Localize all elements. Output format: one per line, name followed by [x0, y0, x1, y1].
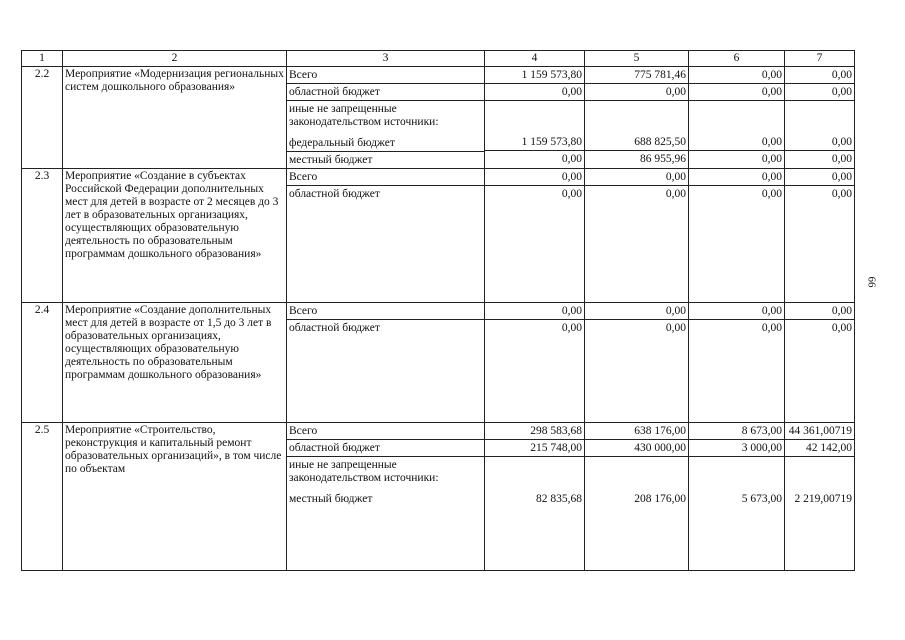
value: 42 142,00 — [785, 440, 854, 457]
value: 0,00 — [689, 169, 784, 186]
source-label: областной бюджет — [289, 322, 380, 334]
value: 0,00 — [785, 169, 854, 186]
row-number: 2.5 — [22, 423, 63, 571]
value: 0,00 — [761, 153, 782, 165]
row-number: 2.2 — [22, 67, 63, 169]
value-cell — [485, 423, 585, 571]
value — [785, 457, 854, 491]
value: 688 825,50 — [585, 134, 688, 151]
value — [485, 100, 584, 134]
value — [785, 100, 854, 134]
value-cell — [485, 303, 585, 423]
value: 0,00 — [831, 86, 852, 98]
source-label: Всего — [287, 303, 484, 320]
value: 0,00 — [665, 86, 686, 98]
source-label: местный бюджет — [289, 493, 373, 505]
value-cell — [485, 67, 585, 169]
source-label: областной бюджет — [289, 86, 380, 98]
header-cell: 3 — [287, 51, 485, 67]
value: 0,00 — [665, 322, 686, 334]
value-cell — [585, 67, 689, 169]
value: 638 176,00 — [585, 423, 688, 440]
source-cell — [287, 303, 485, 423]
value: 0,00 — [785, 134, 854, 151]
table-row — [22, 423, 855, 571]
value: 0,00 — [689, 67, 784, 84]
value: 298 583,68 — [485, 423, 584, 440]
value: 208 176,00 — [634, 493, 686, 505]
value: 0,00 — [485, 303, 584, 320]
source-cell — [287, 423, 485, 571]
value-cell — [485, 169, 585, 303]
value: 5 673,00 — [741, 493, 782, 505]
table-row — [22, 67, 855, 169]
value-cell — [689, 303, 785, 423]
value-cell — [689, 67, 785, 169]
source-cell — [287, 67, 485, 169]
measure-name: Мероприятие «Создание дополнительных мест для детей в возрасте от 1,5 до 3 лет в образовательных организациях, осуществляющих образовательную деятельность по образовательным программам дошкольного образования» — [63, 303, 287, 423]
value — [585, 100, 688, 134]
value-cell — [785, 67, 855, 169]
value: 215 748,00 — [485, 440, 584, 457]
measure-name: Мероприятие «Строительство, реконструкция и капитальный ремонт образовательных организаций», в том числе по объектам — [63, 423, 287, 571]
source-label: иные не запрещенные законодательством источники: — [287, 100, 484, 135]
value: 0,00 — [689, 303, 784, 320]
row-number: 2.3 — [22, 169, 63, 303]
value: 2 219,00719 — [794, 493, 852, 505]
value-cell — [785, 423, 855, 571]
value: 1 159 573,80 — [485, 134, 584, 151]
value: 3 000,00 — [689, 440, 784, 457]
value: 0,00 — [831, 322, 852, 334]
value-cell — [585, 303, 689, 423]
value: 0,00 — [561, 322, 582, 334]
header-cell: 4 — [485, 51, 585, 67]
value: 0,00 — [831, 153, 852, 165]
budget-table — [21, 50, 855, 571]
source-label: местный бюджет — [289, 154, 373, 166]
value-cell — [785, 303, 855, 423]
source-label: федеральный бюджет — [287, 135, 484, 152]
source-label: Всего — [287, 423, 484, 440]
measure-name: Мероприятие «Создание в субъектах Российской Федерации дополнительных мест для детей в возрасте от 2 месяцев до 3 лет в образовательных организациях, осуществляющих образовательную деятельность по образовательным программам дошкольного образования» — [63, 169, 287, 303]
value — [689, 457, 784, 491]
header-cell: 7 — [785, 51, 855, 67]
value-cell — [585, 169, 689, 303]
value: 0,00 — [561, 188, 582, 200]
row-number: 2.4 — [22, 303, 63, 423]
value — [689, 100, 784, 134]
value-cell — [689, 423, 785, 571]
value: 1 159 573,80 — [485, 67, 584, 84]
value: 0,00 — [785, 303, 854, 320]
table-row — [22, 169, 855, 303]
value: 0,00 — [585, 303, 688, 320]
value-cell — [689, 169, 785, 303]
header-row — [22, 51, 855, 67]
header-cell: 1 — [22, 51, 63, 67]
value — [585, 457, 688, 491]
value — [485, 457, 584, 491]
value: 82 835,68 — [536, 493, 582, 505]
value: 8 673,00 — [689, 423, 784, 440]
header-cell: 5 — [585, 51, 689, 67]
source-label: иные не запрещенные законодательством источники: — [289, 459, 439, 484]
measure-name: Мероприятие «Модернизация региональных систем дошкольного образования» — [63, 67, 287, 169]
source-label: областной бюджет — [289, 188, 380, 200]
value: 0,00 — [689, 134, 784, 151]
value: 0,00 — [561, 86, 582, 98]
value: 0,00 — [831, 188, 852, 200]
value-cell — [785, 169, 855, 303]
value: 0,00 — [761, 322, 782, 334]
page-number: 66 — [865, 276, 878, 288]
value: 430 000,00 — [585, 440, 688, 457]
value: 0,00 — [761, 188, 782, 200]
value: 0,00 — [485, 169, 584, 186]
value: 775 781,46 — [585, 67, 688, 84]
value: 0,00 — [785, 67, 854, 84]
table-row — [22, 303, 855, 423]
value: 86 955,96 — [640, 153, 686, 165]
value: 0,00 — [665, 188, 686, 200]
value-cell — [585, 423, 689, 571]
value: 0,00 — [585, 169, 688, 186]
value: 44 361,00719 — [785, 423, 854, 440]
source-label: Всего — [287, 169, 484, 186]
source-label: Всего — [287, 67, 484, 84]
source-label: областной бюджет — [287, 440, 484, 457]
header-cell: 6 — [689, 51, 785, 67]
header-cell: 2 — [63, 51, 287, 67]
value: 0,00 — [761, 86, 782, 98]
value: 0,00 — [561, 153, 582, 165]
source-cell — [287, 169, 485, 303]
